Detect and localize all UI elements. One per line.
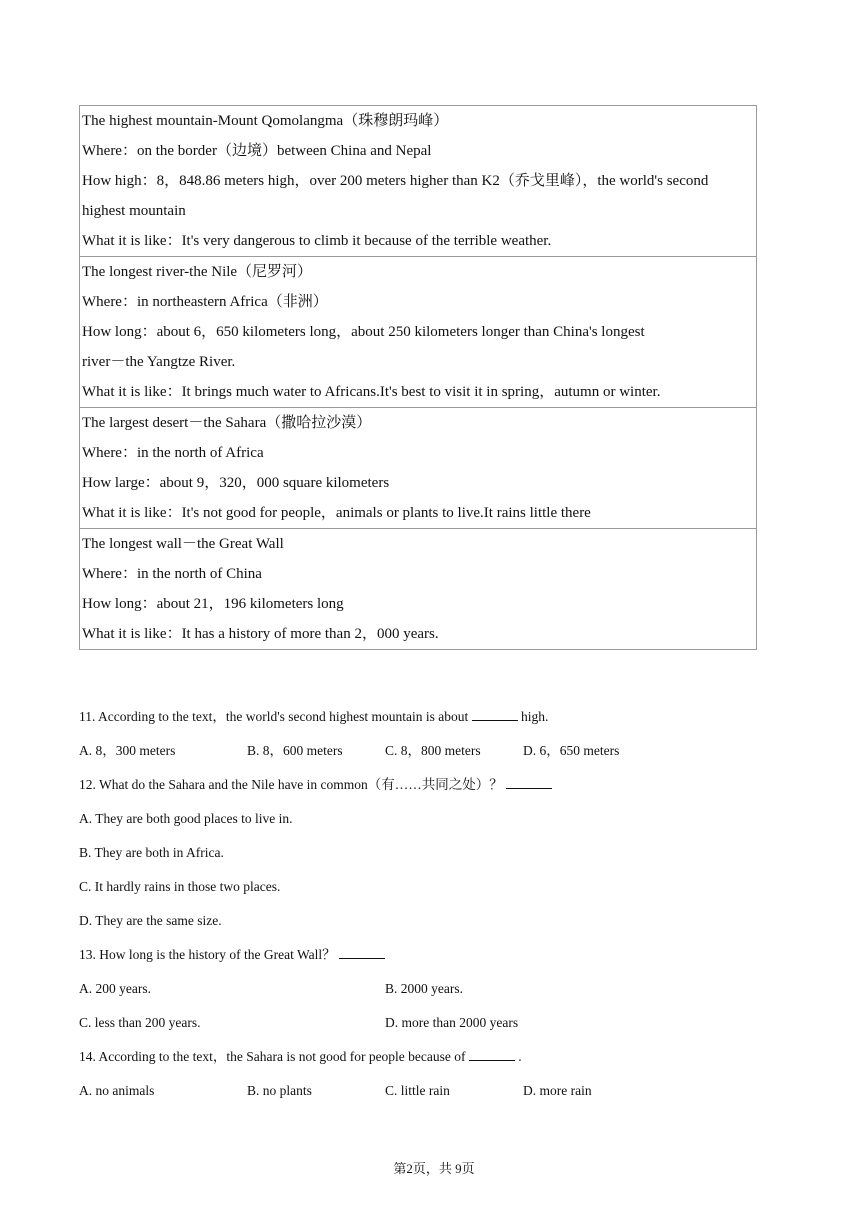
option-c[interactable]: C. It hardly rains in those two places. — [79, 879, 281, 894]
facts-line: river－the Yangtze River. — [82, 354, 236, 370]
facts-line: How large：about 9，320，000 square kilometers — [82, 475, 390, 491]
facts-line: How long：about 21，196 kilometers long — [82, 596, 344, 612]
facts-line: What it is like：It brings much water to Africans.It's best to visit it in spring，autumn or winter. — [82, 384, 661, 400]
option-a[interactable]: A. 8，300 meters — [79, 743, 176, 758]
facts-line: Where：in the north of Africa — [82, 445, 264, 461]
facts-line: The highest mountain-Mount Qomolangma（珠穆朗玛峰） — [82, 113, 449, 129]
option-c[interactable]: C. little rain — [385, 1083, 450, 1098]
question-13-options-row2 — [79, 1006, 779, 1040]
option-d[interactable]: D. 6，650 meters — [523, 743, 620, 758]
facts-cell-river — [80, 257, 756, 408]
question-12-option-b[interactable] — [79, 836, 779, 870]
option-d[interactable]: D. more rain — [523, 1083, 592, 1098]
option-b[interactable]: B. 2000 years. — [385, 981, 463, 996]
option-a[interactable]: A. 200 years. — [79, 981, 151, 996]
question-12-option-d[interactable] — [79, 904, 779, 938]
facts-cell-wall — [80, 529, 756, 649]
facts-line: The largest desert－the Sahara（撒哈拉沙漠） — [82, 415, 372, 431]
question-text: high. — [521, 709, 549, 724]
question-13-stem — [79, 938, 779, 972]
facts-line: Where：in northeastern Africa（非洲） — [82, 294, 328, 310]
question-14-options — [79, 1074, 779, 1108]
question-12-option-a[interactable] — [79, 802, 779, 836]
facts-table — [79, 105, 757, 650]
answer-blank[interactable] — [506, 775, 552, 790]
question-text: 14. According to the text，the Sahara is not good for people because of — [79, 1049, 466, 1064]
facts-line: How high：8，848.86 meters high，over 200 meters higher than K2（乔戈里峰），the world's second — [82, 173, 709, 189]
question-text: . — [518, 1049, 522, 1064]
answer-blank[interactable] — [339, 945, 385, 960]
facts-line: What it is like：It's not good for people，animals or plants to live.It rains little there — [82, 505, 591, 521]
facts-line: How long：about 6，650 kilometers long，about 250 kilometers longer than China's longest — [82, 324, 645, 340]
page-number: 第2页，共 9页 — [393, 1161, 475, 1176]
facts-cell-desert — [80, 408, 756, 529]
option-d[interactable]: D. more than 2000 years — [385, 1015, 519, 1030]
facts-line: The longest wall－the Great Wall — [82, 536, 284, 552]
option-c[interactable]: C. 8，800 meters — [385, 743, 481, 758]
question-text: 12. What do the Sahara and the Nile have in common（有……共同之处）？ — [79, 777, 503, 792]
facts-line: What it is like：It has a history of more than 2，000 years. — [82, 626, 439, 642]
facts-line: What it is like：It's very dangerous to climb it because of the terrible weather. — [82, 233, 552, 249]
option-b[interactable]: B. They are both in Africa. — [79, 845, 224, 860]
facts-line: Where：on the border（边境）between China and Nepal — [82, 143, 432, 159]
option-a[interactable]: A. no animals — [79, 1083, 155, 1098]
facts-line: Where：in the north of China — [82, 566, 262, 582]
question-12-stem — [79, 768, 779, 802]
option-d[interactable]: D. They are the same size. — [79, 913, 222, 928]
option-a[interactable]: A. They are both good places to live in. — [79, 811, 293, 826]
facts-line: highest mountain — [82, 203, 186, 219]
questions-section — [79, 700, 779, 1108]
facts-line: The longest river-the Nile（尼罗河） — [82, 264, 313, 280]
question-text: 13. How long is the history of the Great Wall？ — [79, 947, 336, 962]
question-11-stem — [79, 700, 779, 734]
question-13-options-row1 — [79, 972, 779, 1006]
answer-blank[interactable] — [472, 707, 518, 722]
question-11-options — [79, 734, 779, 768]
question-14-stem — [79, 1040, 779, 1074]
question-text: 11. According to the text，the world's second highest mountain is about — [79, 709, 469, 724]
option-b[interactable]: B. 8，600 meters — [247, 743, 343, 758]
option-c[interactable]: C. less than 200 years. — [79, 1015, 201, 1030]
answer-blank[interactable] — [469, 1047, 515, 1062]
facts-cell-mountain — [80, 106, 756, 257]
option-b[interactable]: B. no plants — [247, 1083, 312, 1098]
question-12-option-c[interactable] — [79, 870, 779, 904]
